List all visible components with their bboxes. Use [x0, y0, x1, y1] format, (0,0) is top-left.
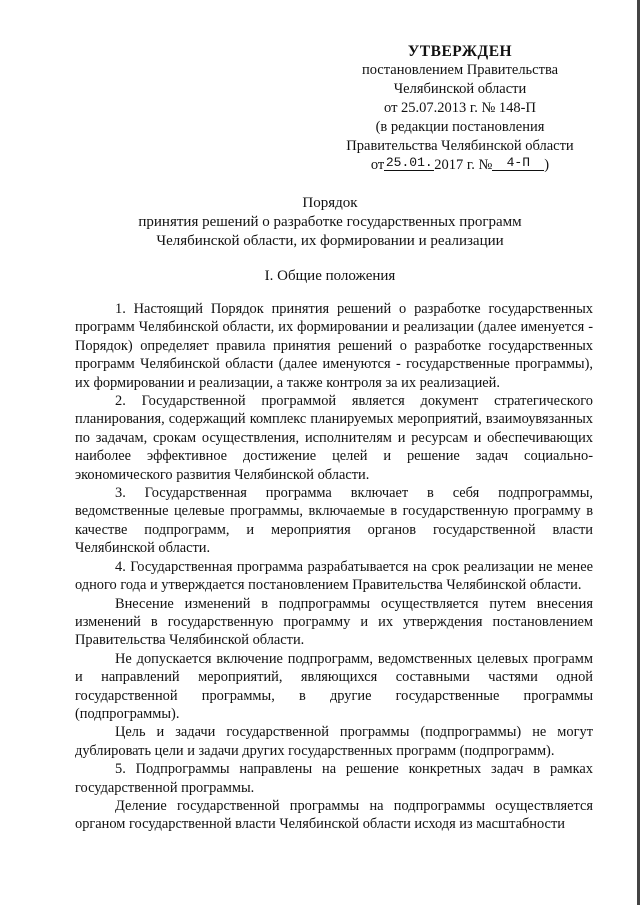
year-text: 2017 г. №	[434, 157, 493, 173]
document-title-line: Челябинской области, их формировании и реализации	[156, 233, 504, 249]
document-body	[75, 300, 593, 834]
approval-stamp-block	[330, 42, 590, 175]
date-prefix: от	[370, 157, 385, 173]
closing-paren: )	[544, 157, 550, 173]
approval-line: (в редакции постановления	[375, 119, 545, 135]
paragraph: 4. Государственная программа разрабатывается на срок реализации не менее одного года и утверждается постановлением Правительства Челябинской области.	[75, 558, 593, 594]
paragraph: Цель и задачи государственной программы (подпрограммы) не могут дублировать цели и задачи других государственных программ (подпрограмм).	[75, 724, 593, 759]
document-title-line: принятия решений о разработке государственных программ	[138, 214, 522, 230]
paragraph: Не допускается включение подпрограмм, ведомственных целевых программ и направлений мероприятий, являющихся составными частями одной государственной программы, в другие государственные программы (подпрограммы).	[75, 650, 593, 722]
handwritten-date: 25.01.	[385, 155, 433, 170]
approval-line: постановлением Правительства	[361, 62, 559, 78]
approval-line: от 25.07.2013 г. № 148-П	[384, 100, 536, 116]
paragraph: Внесение изменений в подпрограммы осуществляется путем внесения изменений в государственную программу и их утверждения постановлением Правительства Челябинской области.	[75, 595, 593, 649]
section-heading: I. Общие положения	[264, 268, 396, 284]
approval-title: УТВЕРЖДЕН	[407, 43, 513, 60]
handwritten-number: 4-П	[492, 156, 544, 171]
paragraph: 3. Государственная программа включает в себя подпрограммы, ведомственные целевые программы, включаемые в государственную программу в качестве подпрограмм, и мероприятия органов государственной власти Челябинской области.	[75, 485, 593, 557]
paragraph: 1. Настоящий Порядок принятия решений о разработке государственных программ Челябинской области, их формировании и реализации (далее именуется - Порядок) определяет правила принятия решений о разработке государственных программ Челябинской области (далее именуются - государственные программы), их формировании и реализации, а также контроля за их реализацией.	[75, 301, 593, 391]
amendment-date-line	[330, 156, 590, 175]
document-title	[60, 194, 600, 251]
paragraph: Деление государственной программы на подпрограммы осуществляется органом государственной власти Челябинской области исходя из масштабности	[75, 797, 593, 833]
approval-line: Челябинской области	[393, 81, 527, 97]
paragraph: 2. Государственной программой является документ стратегического планирования, содержащий комплекс планируемых мероприятий, взаимоувязанных по задачам, срокам осуществления, исполнителям и ресурсам и обеспечивающих наиболее эффективное достижение целей и решение задач социально-экономического развития Челябинской области.	[75, 393, 593, 483]
approval-line: Правительства Челябинской области	[346, 138, 574, 154]
document-title-line: Порядок	[302, 195, 358, 211]
paragraph: 5. Подпрограммы направлены на решение конкретных задач в рамках государственной программы.	[75, 761, 593, 796]
